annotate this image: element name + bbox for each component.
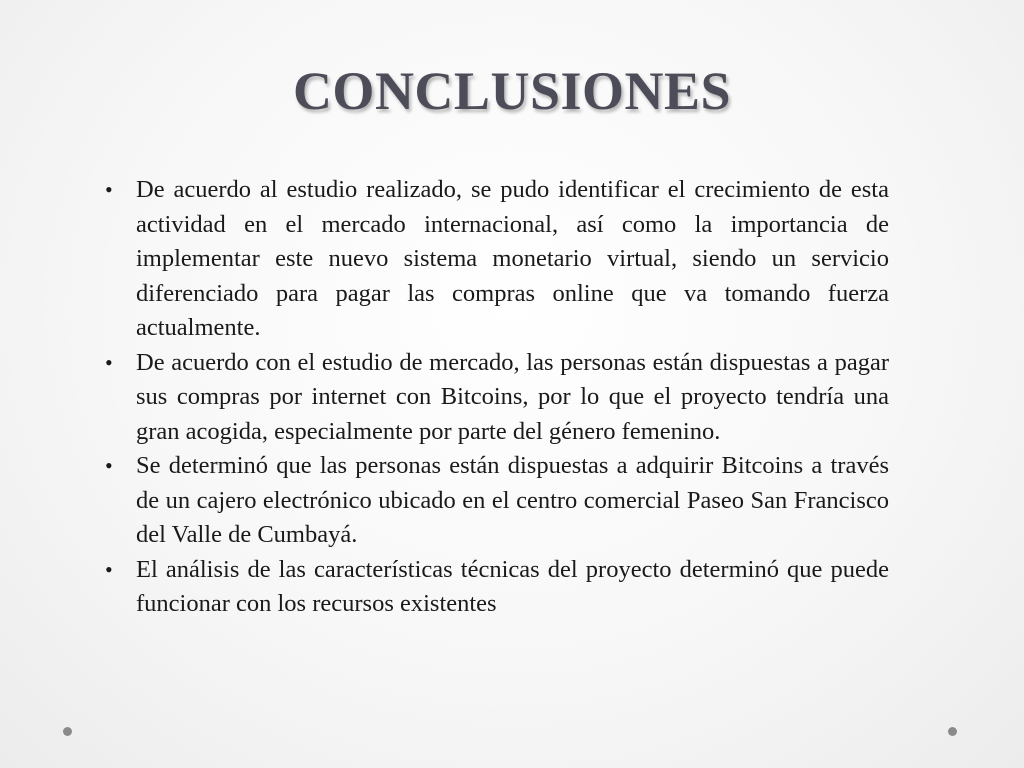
bullet-icon: • [105,177,113,202]
decorative-dot-icon [948,727,957,736]
bullet-list [105,173,889,622]
bullet-text: El análisis de las características técnicas del proyecto determinó que puede funcionar con los recursos existentes [136,555,889,617]
slide-title: CONCLUSIONES [292,61,732,122]
bullet-text: De acuerdo al estudio realizado, se pudo identificar el crecimiento de esta actividad en el mercado internacional, así como la importancia de implementar este nuevo sistema monetario virtual, siendo un servicio diferenciado para pagar las compras online que va tomando fuerza actualmente. [136,176,889,341]
bullet-icon: • [105,349,113,375]
decorative-dot-icon [63,727,72,736]
bullet-icon: • [105,556,113,582]
bullet-text: De acuerdo con el estudio de mercado, las personas están dispuestas a pagar sus compras por internet con Bitcoins, por lo que el proyecto tendría una gran acogida, especialmente por parte del género femenino. [136,348,889,445]
bullet-item [105,553,889,622]
bullet-item [105,449,889,553]
bullet-icon: • [105,453,113,478]
bullet-text: Se determinó que las personas están dispuestas a adquirir Bitcoins a través de un cajero electrónico ubicado en el centro comercial Paseo San Francisco del Valle de Cumbayá. [136,452,889,548]
bullet-item [105,346,889,450]
bullet-item [105,173,889,346]
